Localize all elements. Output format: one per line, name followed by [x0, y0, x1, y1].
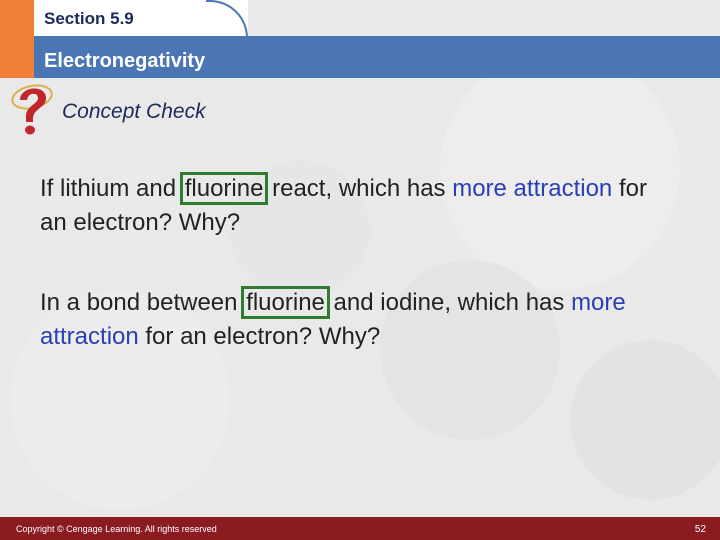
concept-check-label: Concept Check	[62, 100, 206, 123]
section-label: Section 5.9	[44, 9, 134, 28]
question-2	[40, 286, 680, 354]
question-mark-icon	[6, 80, 56, 140]
question-1-highlight: more attraction	[452, 175, 613, 202]
page-number: 52	[694, 524, 706, 535]
question-2-text-start: In a bond between	[40, 289, 245, 316]
slide-title: Electronegativity	[44, 50, 206, 72]
question-1-text-end: for an electron? Why?	[40, 175, 647, 236]
copyright-text: Copyright © Cengage Learning. All rights reserved	[16, 524, 217, 534]
accent-square	[0, 0, 34, 36]
accent-strip	[0, 36, 34, 78]
question-1-boxed-term: fluorine	[184, 175, 264, 202]
question-1-text-start: If lithium and	[40, 175, 183, 202]
question-2-text-middle: and iodine, which has	[326, 289, 572, 316]
question-2-text-end: for an electron? Why?	[138, 323, 381, 350]
question-1-text-middle: react, which has	[265, 175, 453, 202]
question-2-boxed-term: fluorine	[246, 289, 325, 316]
question-2-highlight: more attraction	[40, 289, 626, 350]
question-1	[40, 172, 680, 240]
